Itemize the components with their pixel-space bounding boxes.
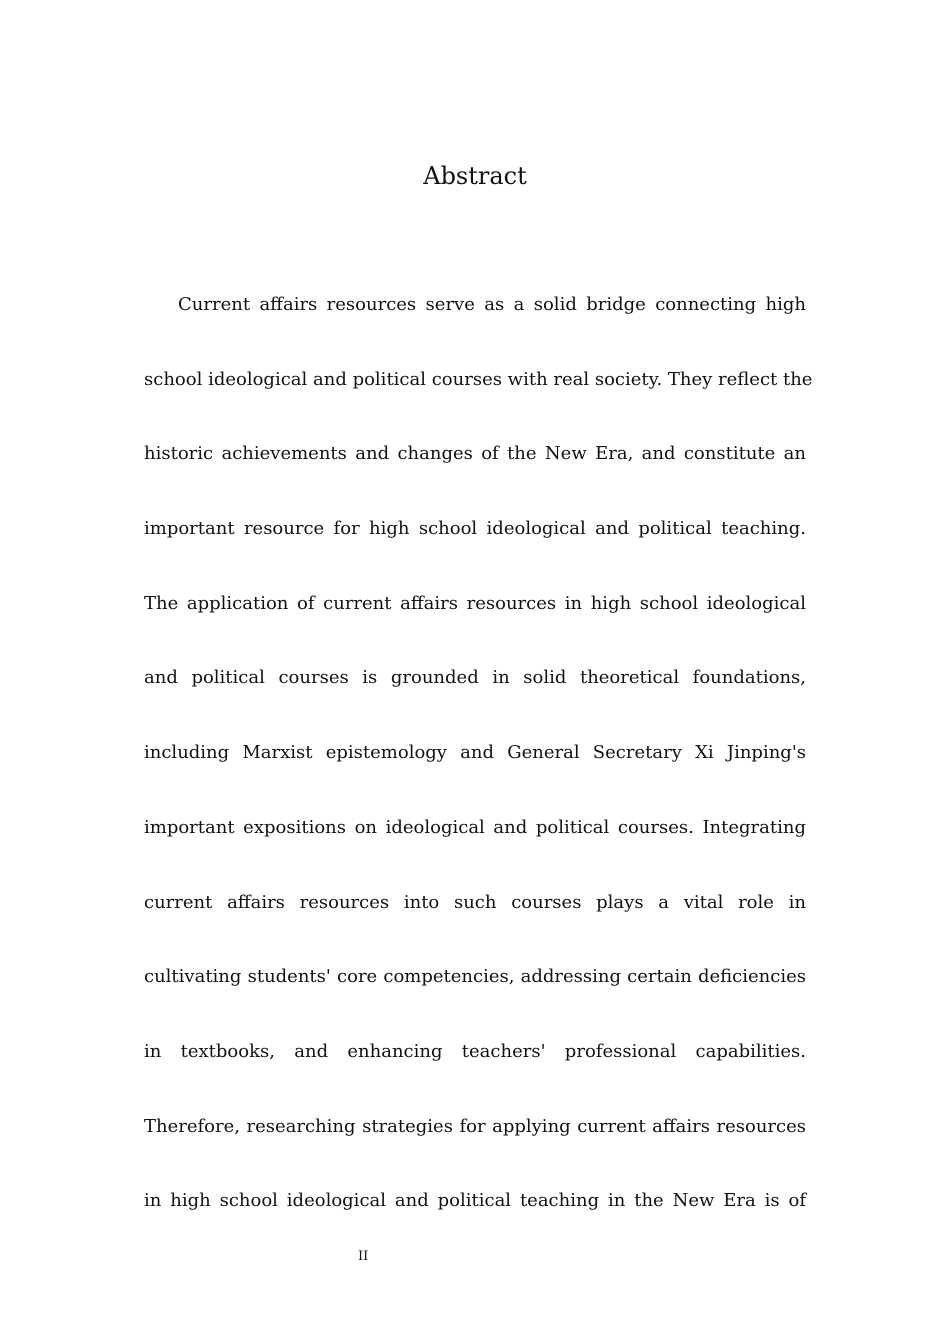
abstract-line: cultivating students' core competencies, addressing certain deficiencies [144,966,806,988]
abstract-line: in high school ideological and political teaching in the New Era is of [144,1190,806,1212]
abstract-line: including Marxist epistemology and General Secretary Xi Jinping's [144,742,806,764]
abstract-body [144,285,813,1256]
abstract-line: The application of current affairs resources in high school ideological [144,592,806,614]
abstract-line: school ideological and political courses with real society. They reflect the [144,368,813,390]
abstract-line: current affairs resources into such courses plays a vital role in [144,891,806,913]
abstract-line: in textbooks, and enhancing teachers' professional capabilities. [144,1040,806,1062]
abstract-line: Current affairs resources serve as a solid bridge connecting high [178,294,806,315]
abstract-title: Abstract [423,162,527,190]
abstract-line: and political courses is grounded in solid theoretical foundations, [144,667,806,689]
page-number: II [358,1249,369,1264]
abstract-line: historic achievements and changes of the New Era, and constitute an [144,443,806,465]
abstract-line: important expositions on ideological and political courses. Integrating [144,816,806,838]
abstract-line: Therefore, researching strategies for applying current affairs resources [144,1115,806,1137]
abstract-line: important resource for high school ideological and political teaching. [144,518,806,540]
